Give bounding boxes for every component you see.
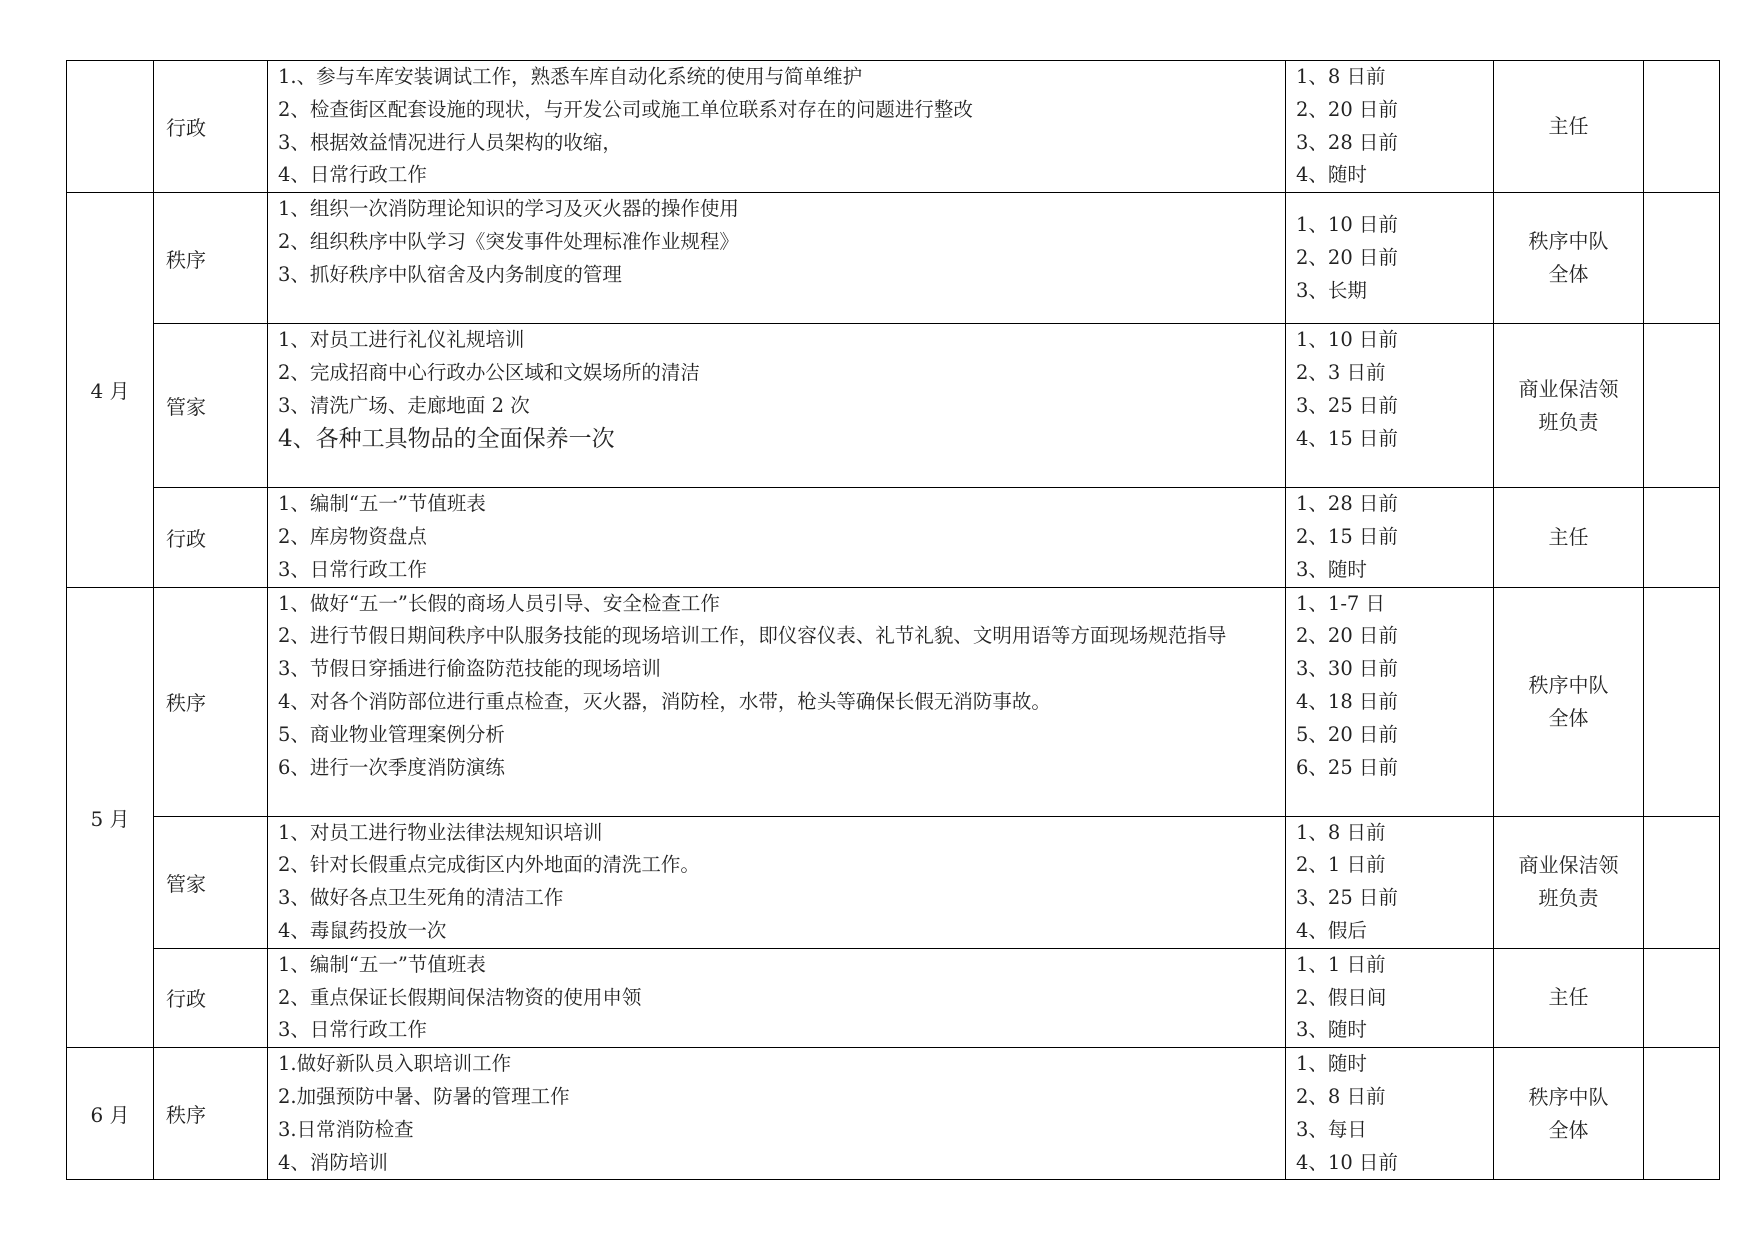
- task-item: 4、各种工具物品的全面保养一次: [278, 425, 615, 452]
- remarks-cell: [1644, 324, 1720, 488]
- task-item: 3、日常行政工作: [278, 1018, 427, 1042]
- task-item: 2、重点保证长假期间保洁物资的使用申领: [278, 985, 642, 1009]
- deadline-item: 1、8 日前: [1296, 65, 1386, 88]
- deadline-item: 3、长期: [1296, 278, 1367, 302]
- responsible-cell: [1494, 324, 1644, 488]
- deadline-item: 1、10 日前: [1296, 212, 1398, 236]
- responsible-cell: [1494, 1048, 1644, 1180]
- task-item: 2、库房物资盘点: [278, 524, 427, 548]
- responsible-text: 商业保洁领: [1518, 853, 1619, 878]
- remarks-cell: [1644, 816, 1720, 948]
- tasks-cell: [268, 587, 1286, 816]
- table-row: [67, 488, 1720, 587]
- table-row: [67, 587, 1720, 816]
- department-cell: 秩序: [154, 193, 268, 324]
- month-cell: [67, 61, 154, 193]
- task-item: 3、清洗广场、走廊地面 2 次: [278, 393, 530, 417]
- deadline-cell: [1286, 1048, 1494, 1180]
- department-cell: 秩序: [154, 1048, 268, 1180]
- deadline-cell: [1286, 816, 1494, 948]
- department-cell: 管家: [154, 324, 268, 488]
- deadline-item: 2、20 日前: [1296, 97, 1398, 121]
- responsible-text: 班负责: [1538, 409, 1599, 434]
- responsible-text: 主任: [1548, 524, 1589, 549]
- tasks-cell: [268, 816, 1286, 948]
- tasks-cell: [268, 324, 1286, 488]
- remarks-cell: [1644, 948, 1720, 1047]
- task-item: 3、抓好秩序中队宿舍及内务制度的管理: [278, 262, 622, 286]
- task-item: 1.做好新队员入职培训工作: [278, 1052, 512, 1076]
- task-item: 1.、参与车库安装调试工作，熟悉车库自动化系统的使用与简单维护: [278, 65, 863, 88]
- responsible-text: 主任: [1548, 114, 1589, 139]
- responsible-text: 全体: [1548, 262, 1589, 287]
- remarks-cell: [1644, 488, 1720, 587]
- responsible-cell: [1494, 488, 1644, 587]
- responsible-cell: [1494, 61, 1644, 193]
- task-item: 1、对员工进行礼仪礼规培训: [278, 328, 525, 352]
- deadline-item: 1、1 日前: [1296, 952, 1386, 976]
- deadline-item: 2、3 日前: [1296, 360, 1386, 384]
- remarks-cell: [1644, 193, 1720, 324]
- deadline-item: 3、28 日前: [1296, 130, 1398, 154]
- responsible-cell: [1494, 587, 1644, 816]
- deadline-cell: [1286, 193, 1494, 324]
- responsible-cell: [1494, 193, 1644, 324]
- deadline-item: 3、25 日前: [1296, 393, 1398, 417]
- deadline-item: 1、10 日前: [1296, 328, 1398, 352]
- task-item: 3、节假日穿插进行偷盗防范技能的现场培训: [278, 657, 661, 681]
- deadline-item: 3、随时: [1296, 557, 1367, 581]
- responsible-text: 全体: [1548, 1117, 1589, 1142]
- deadline-item: 1、28 日前: [1296, 492, 1398, 516]
- task-item: 1、编制“五一”节值班表: [278, 952, 486, 976]
- responsible-text: 班负责: [1538, 886, 1599, 911]
- deadline-cell: [1286, 488, 1494, 587]
- deadline-item: 4、10 日前: [1296, 1150, 1398, 1174]
- tasks-cell: [268, 193, 1286, 324]
- work-plan-table: [66, 60, 1720, 1180]
- deadline-item: 3、25 日前: [1296, 886, 1398, 910]
- deadline-item: 3、30 日前: [1296, 657, 1398, 681]
- deadline-item: 2、1 日前: [1296, 853, 1386, 877]
- deadline-item: 3、随时: [1296, 1018, 1367, 1042]
- task-item: 4、消防培训: [278, 1150, 388, 1174]
- tasks-cell: [268, 61, 1286, 193]
- department-cell: 行政: [154, 61, 268, 193]
- task-item: 2、进行节假日期间秩序中队服务技能的现场培训工作，即仪容仪表、礼节礼貌、文明用语等方面现场规范指导: [278, 624, 1227, 648]
- tasks-cell: [268, 948, 1286, 1047]
- department-cell: 行政: [154, 488, 268, 587]
- department-cell: 行政: [154, 948, 268, 1047]
- deadline-cell: [1286, 61, 1494, 193]
- deadline-item: 2、8 日前: [1296, 1084, 1386, 1108]
- deadline-item: 3、每日: [1296, 1117, 1367, 1141]
- remarks-cell: [1644, 61, 1720, 193]
- task-item: 3、做好各点卫生死角的清洁工作: [278, 886, 564, 910]
- task-item: 4、毒鼠药投放一次: [278, 918, 447, 942]
- deadline-item: 5、20 日前: [1296, 722, 1398, 746]
- task-item: 2、检查街区配套设施的现状，与开发公司或施工单位联系对存在的问题进行整改: [278, 97, 973, 121]
- task-item: 2.加强预防中暑、防暑的管理工作: [278, 1084, 570, 1108]
- task-item: 4、日常行政工作: [278, 163, 427, 187]
- task-item: 3、根据效益情况进行人员架构的收缩，: [278, 130, 622, 154]
- task-item: 3、日常行政工作: [278, 557, 427, 581]
- remarks-cell: [1644, 587, 1720, 816]
- deadline-item: 6、25 日前: [1296, 755, 1398, 779]
- table-row: [67, 1048, 1720, 1180]
- deadline-item: 1、1-7 日: [1296, 591, 1386, 615]
- tasks-cell: [268, 488, 1286, 587]
- responsible-text: 商业保洁领: [1518, 376, 1619, 401]
- task-item: 2、完成招商中心行政办公区域和文娱场所的清洁: [278, 360, 700, 384]
- remarks-cell: [1644, 1048, 1720, 1180]
- month-cell: 6 月: [67, 1048, 154, 1180]
- deadline-cell: [1286, 324, 1494, 488]
- deadline-item: 4、15 日前: [1296, 426, 1398, 450]
- responsible-text: 全体: [1548, 705, 1589, 730]
- deadline-item: 1、8 日前: [1296, 820, 1386, 844]
- responsible-text: 秩序中队: [1528, 672, 1609, 697]
- responsible-cell: [1494, 948, 1644, 1047]
- responsible-cell: [1494, 816, 1644, 948]
- task-item: 5、商业物业管理案例分析: [278, 722, 505, 746]
- task-item: 1、对员工进行物业法律法规知识培训: [278, 820, 603, 844]
- table-row: [67, 816, 1720, 948]
- responsible-text: 主任: [1548, 985, 1589, 1010]
- table-row: [67, 193, 1720, 324]
- task-item: 2、组织秩序中队学习《突发事件处理标准作业规程》: [278, 229, 739, 253]
- task-item: 1、组织一次消防理论知识的学习及灭火器的操作使用: [278, 197, 739, 221]
- deadline-cell: [1286, 948, 1494, 1047]
- month-cell: 4 月: [67, 193, 154, 587]
- task-item: 1、做好“五一”长假的商场人员引导、安全检查工作: [278, 591, 720, 615]
- task-item: 3.日常消防检查: [278, 1117, 414, 1141]
- department-cell: 管家: [154, 816, 268, 948]
- task-item: 6、进行一次季度消防演练: [278, 755, 505, 779]
- deadline-item: 4、随时: [1296, 163, 1367, 187]
- responsible-text: 秩序中队: [1528, 229, 1609, 254]
- deadline-item: 4、假后: [1296, 918, 1367, 942]
- task-item: 4、对各个消防部位进行重点检查，灭火器，消防栓，水带，枪头等确保长假无消防事故。: [278, 689, 1051, 713]
- deadline-item: 1、随时: [1296, 1052, 1367, 1076]
- task-item: 1、编制“五一”节值班表: [278, 492, 486, 516]
- month-cell: 5 月: [67, 587, 154, 1048]
- deadline-item: 2、20 日前: [1296, 245, 1398, 269]
- deadline-cell: [1286, 587, 1494, 816]
- task-item: 2、针对长假重点完成街区内外地面的清洗工作。: [278, 853, 700, 877]
- table-row: [67, 61, 1720, 193]
- department-cell: 秩序: [154, 587, 268, 816]
- table-row: [67, 324, 1720, 488]
- table-row: [67, 948, 1720, 1047]
- responsible-text: 秩序中队: [1528, 1084, 1609, 1109]
- deadline-item: 2、20 日前: [1296, 624, 1398, 648]
- deadline-item: 2、15 日前: [1296, 524, 1398, 548]
- tasks-cell: [268, 1048, 1286, 1180]
- deadline-item: 2、假日间: [1296, 985, 1387, 1009]
- deadline-item: 4、18 日前: [1296, 689, 1398, 713]
